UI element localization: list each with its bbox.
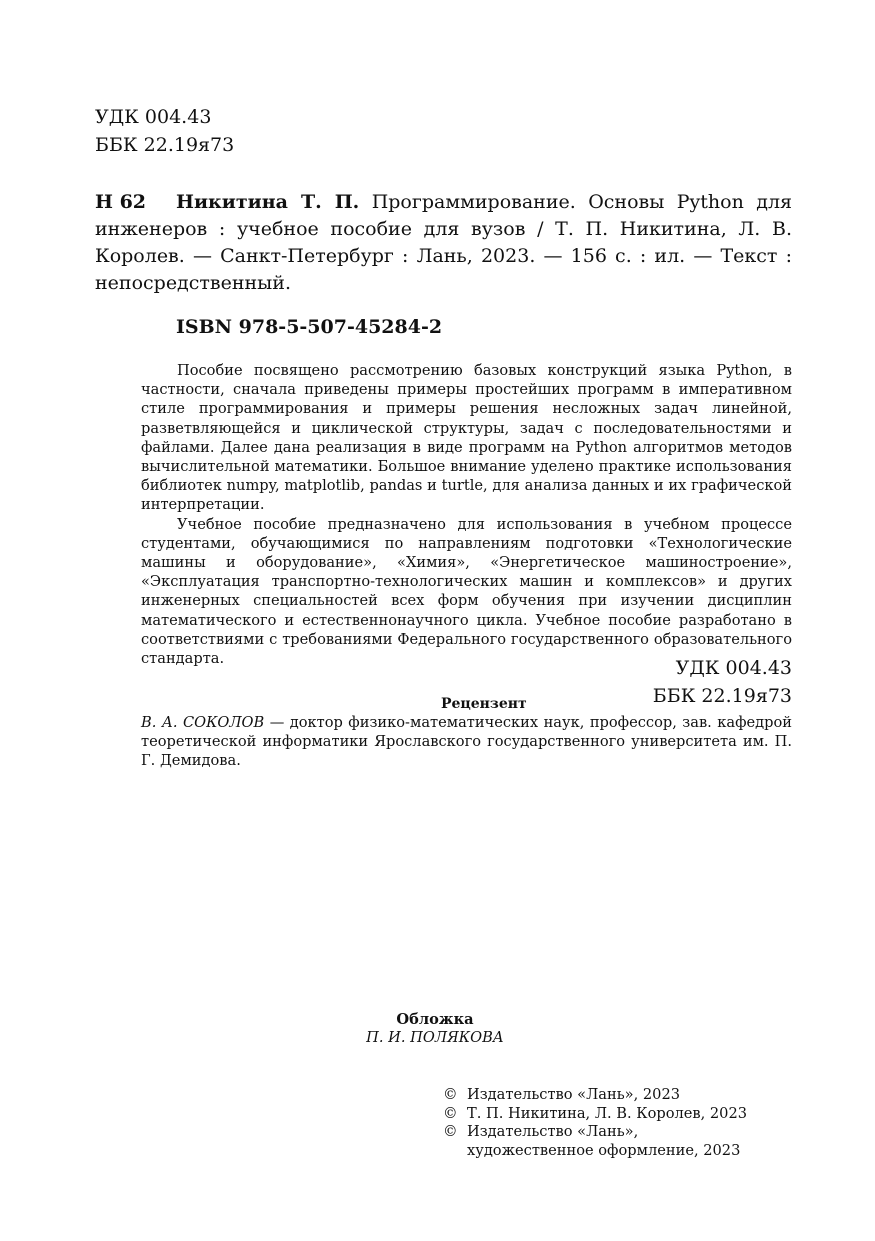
copyright-block [443,1086,803,1160]
reviewer-heading: Рецензент [441,696,527,712]
bbk-code-bottom: ББК 22.19я73 [652,685,792,707]
copyright-icon: © [443,1104,458,1122]
copyright-icon: © [443,1086,458,1103]
reviewer-info [141,713,792,771]
cover-heading: Обложка [396,1011,474,1028]
copyright-line [443,1086,803,1105]
copyright-continuation: художественное оформление, 2023 [467,1141,741,1159]
udk-code: УДК 004.43 [95,106,212,128]
bibliographic-description [95,189,792,297]
abstract [141,361,792,668]
copyright-text: Издательство «Лань», [467,1123,639,1140]
copyright-icon: © [443,1123,458,1140]
udk-code-bottom: УДК 004.43 [675,657,792,679]
copyright-text: Издательство «Лань», 2023 [467,1086,681,1103]
reviewer-details: — доктор физико-математических наук, профессор, зав. кафедрой теоретической информатики Ярославского государственного университета им. П. Г. Демидова. [141,714,792,770]
bbk-code: ББК 22.19я73 [95,134,235,156]
author-name: Никитина Т. П. [176,191,360,213]
classification-codes-bottom [630,654,792,710]
isbn: ISBN 978-5-507-45284-2 [176,316,443,338]
book-description: Программирование. Основы Python для инженеров : учебное пособие для вузов / Т. П. Никитина, Л. В. Королев. — Санкт-Петербург : Лань, 2023. — 156 с. : ил. — Текст : непосредственный. [95,191,793,294]
copyright-text: Т. П. Никитина, Л. В. Королев, 2023 [467,1104,748,1122]
copyright-line [443,1123,803,1142]
reviewer-name: В. А. СОКОЛОВ [141,714,265,731]
cover-artist: П. И. ПОЛЯКОВА [366,1029,504,1046]
author-mark: Н 62 [95,191,147,213]
copyright-line [443,1105,803,1124]
abstract-paragraph: Учебное пособие предназначено для использования в учебном процессе студентами, обучающимися по направлениям подготовки «Технологические машины и оборудование», «Химия», «Энергетическое машиностроение», «Эксплуатация транспортно-технологических машин и комплексов» и других инженерных специальностей всех форм обучения при изучении дисциплин математического и естественнонаучного цикла. Учебное пособие разработано в соответствиями с требованиями Федерального государственного образовательного стандарта. [141,515,792,668]
classification-codes-top [95,103,234,159]
abstract-paragraph: Пособие посвящено рассмотрению базовых конструкций языка Python, в частности, сначала приведены примеры простейших программ в императивном стиле программирования и примеры решения несложных задач линейной, разветвляющейся и циклической структуры, задач с последовательностями и файлами. Далее дана реализация в виде программ на Python алгоритмов методов вычислительной математики. Большое внимание уделено практике использования библиотек numpy, matplotlib, pandas и turtle, для анализа данных и их графической интерпретации. [141,362,792,514]
